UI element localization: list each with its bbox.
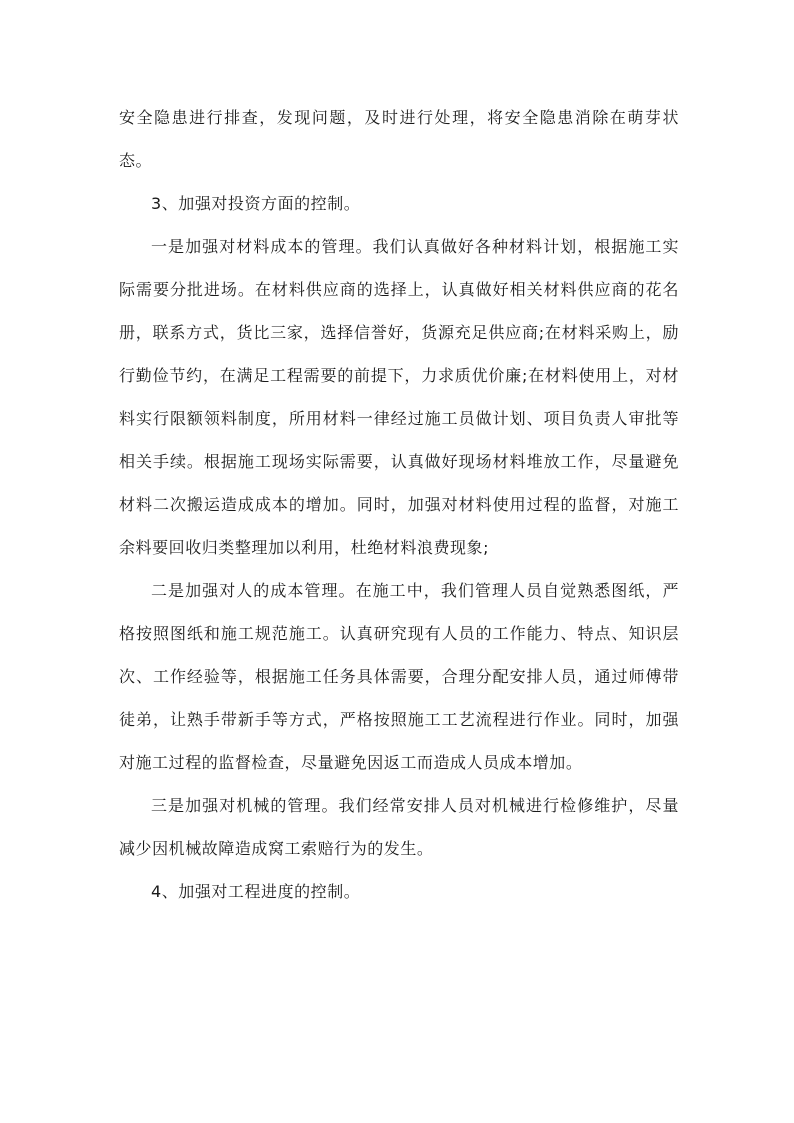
document-body [119, 96, 679, 913]
section-heading-4: 4、加强对工程进度的控制。 [151, 882, 361, 901]
paragraph-continuation: 安全隐患进行排查，发现问题，及时进行处理，将安全隐患消除在萌芽状态。 [119, 108, 679, 170]
paragraph-machinery: 三是加强对机械的管理。我们经常安排人员对机械进行检修维护，尽量减少因机械故障造成窝工索赔行为的发生。 [119, 796, 679, 858]
paragraph-material-cost: 一是加强对材料成本的管理。我们认真做好各种材料计划，根据施工实际需要分批进场。在材料供应商的选择上，认真做好相关材料供应商的花名册，联系方式，货比三家，选择信誉好，货源充足供应商;在材料采购上，励行勤俭节约，在满足工程需要的前提下，力求质优价廉;在材料使用上，对材料实行限额领料制度，所用材料一律经过施工员做计划、项目负责人审批等相关手续。根据施工现场实际需要，认真做好现场材料堆放工作，尽量避免材料二次搬运造成成本的增加。同时，加强对材料使用过程的监督，对施工余料要回收归类整理加以利用，杜绝材料浪费现象; [119, 237, 679, 557]
paragraph-labor-cost: 二是加强对人的成本管理。在施工中，我们管理人员自觉熟悉图纸，严格按照图纸和施工规范施工。认真研究现有人员的工作能力、特点、知识层次、工作经验等，根据施工任务具体需要，合理分配安排人员，通过师傅带徒弟，让熟手带新手等方式，严格按照施工工艺流程进行作业。同时，加强对施工过程的监督检查，尽量避免因返工而造成人员成本增加。 [119, 581, 679, 772]
section-heading-3: 3、加强对投资方面的控制。 [151, 194, 361, 213]
